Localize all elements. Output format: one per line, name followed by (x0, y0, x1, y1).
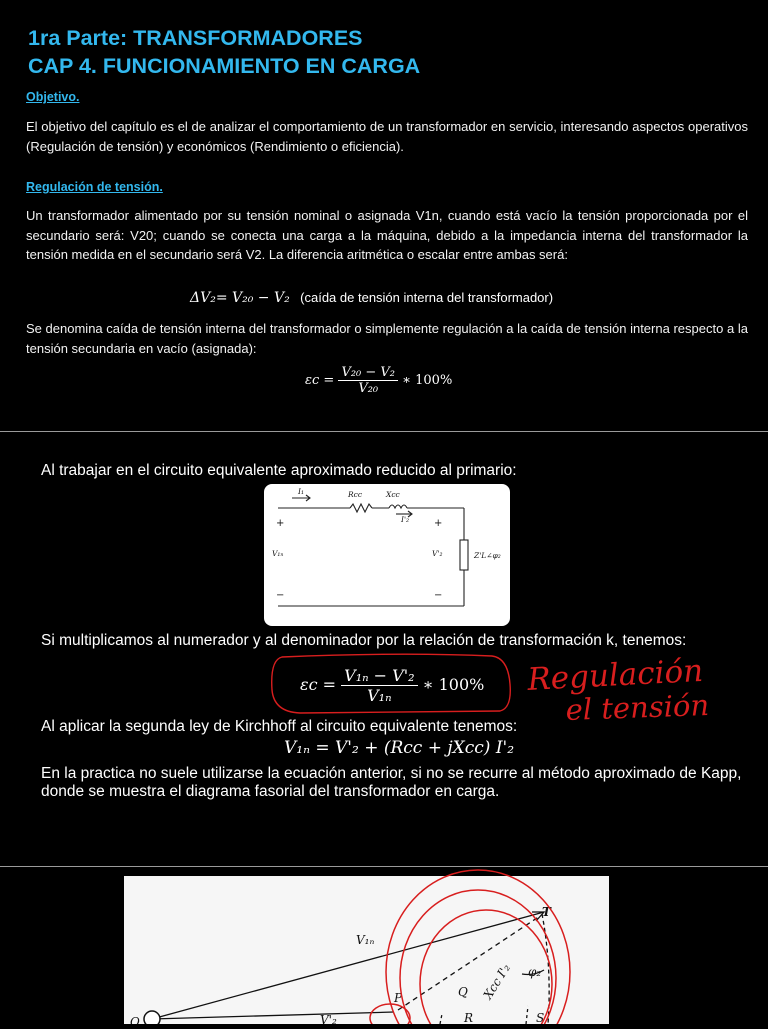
equation-regulation-rhs: ∗ 100% (402, 373, 453, 388)
kapp-phasor-svg (124, 876, 609, 1024)
equation-primary-lhs: εc = (300, 675, 337, 694)
phasor-label-t: T (542, 905, 551, 919)
label-i2: I'₂ (401, 515, 410, 524)
equation-delta-v2-expression: ΔV₂= V₂₀ − V₂ (190, 290, 290, 306)
origin-node (144, 1011, 160, 1024)
slide-title-line1: 1ra Parte: TRANSFORMADORES (28, 26, 363, 50)
equation-delta-v2 (190, 290, 553, 306)
equivalent-circuit-diagram (264, 484, 510, 626)
kapp-phasor-diagram (124, 876, 609, 1024)
practica-text: En la practica no suele utilizarse la ecuación anterior, si no se recurre al método aproximado de Kapp, donde se muestra el diagrama fasorial del transformador en carga. (41, 765, 742, 800)
label-minus-right: − (434, 590, 443, 601)
regulacion-paragraph: Un transformador alimentado por su tensión nominal o asignada V1n, cuando está vacío la tensión proporcionada por el secundario será: V20; cuando se conecta una carga a la máquina, debido a la impedancia interna del transformador la tensión medida en el secundario será V2. La diferencia aritmética o escalar entre ambas será: (26, 208, 748, 262)
label-i1: I₁ (298, 487, 304, 496)
equation-regulation-numerator: V₂₀ − V₂ (338, 365, 398, 381)
label-xcc: Xcc (386, 490, 400, 499)
ink-handwriting (526, 653, 710, 727)
label-zl: Z'L∠φ₂ (474, 551, 501, 560)
multiplicamos-text: Si multiplicamos al numerador y al denominador por la relación de transformación k, tenemos: (41, 632, 687, 649)
phasor-label-o: O (130, 1015, 140, 1024)
equation-primary-denominator: V₁ₙ (367, 686, 392, 705)
phasor-label-s: S (536, 1011, 545, 1024)
label-plus-left: + (276, 518, 285, 529)
label-v2: V'₂ (432, 549, 443, 558)
equation-regulation-fraction (338, 365, 398, 396)
phasor-label-q: Q (458, 985, 468, 999)
kirchhoff-text: Al aplicar la segunda ley de Kirchhoff al circuito equivalente tenemos: (41, 718, 518, 735)
objetivo-paragraph: El objetivo del capítulo es el de analizar el comportamiento de un transformador en servicio, interesando aspectos operativos (Regulación de tensión) y económicos (Rendimiento o eficiencia). (26, 119, 748, 154)
equation-regulation (305, 365, 452, 396)
equivalent-circuit-svg (264, 484, 510, 626)
label-plus-right: + (434, 518, 443, 529)
label-minus-left: − (276, 590, 285, 601)
objetivo-heading: Objetivo. (26, 90, 80, 104)
denomina-paragraph: Se denomina caída de tensión interna del transformador o simplemente regulación a la caída de tensión interna respecto a la tensión secundaria en vacío (asignada): (26, 321, 748, 356)
label-rcc: Rcc (348, 490, 363, 499)
phasor-label-r: R (464, 1011, 474, 1024)
regulacion-heading: Regulación de tensión. (26, 180, 163, 194)
slide-1 (0, 0, 768, 430)
equation-kirchhoff: V₁ₙ = V'₂ + (Rcc + jXcc) I'₂ (284, 738, 515, 758)
slide-divider-1 (0, 431, 768, 432)
ink-handwriting-line2: el tensión (565, 688, 710, 727)
ink-handwriting-line1: Regulación (526, 652, 704, 698)
circuit-intro-text: Al trabajar en el circuito equivalente aproximado reducido al primario: (41, 462, 517, 479)
phasor-label-xcc-i2: Xcc I'₂ (480, 961, 514, 1002)
phasor-label-v1n: V₁ₙ (356, 933, 375, 947)
phasor-label-p: P (394, 991, 403, 1005)
equation-primary-fraction (341, 666, 417, 705)
phasor-label-phi2: φ₂ (528, 965, 542, 979)
equation-regulation-primary (300, 666, 484, 705)
equation-delta-v2-note: (caída de tensión interna del transformador) (300, 290, 554, 305)
equation-regulation-lhs: εc = (305, 373, 335, 388)
equation-regulation-denominator: V₂₀ (358, 381, 379, 396)
slide-divider-2 (0, 866, 768, 867)
label-v1n: V₁ₙ (272, 549, 284, 558)
equation-primary-numerator: V₁ₙ − V'₂ (341, 666, 417, 686)
slide-title-line2: CAP 4. FUNCIONAMIENTO EN CARGA (28, 54, 421, 78)
phasor-label-v2: V'₂ (320, 1013, 337, 1024)
equation-primary-rhs: ∗ 100% (422, 675, 485, 694)
